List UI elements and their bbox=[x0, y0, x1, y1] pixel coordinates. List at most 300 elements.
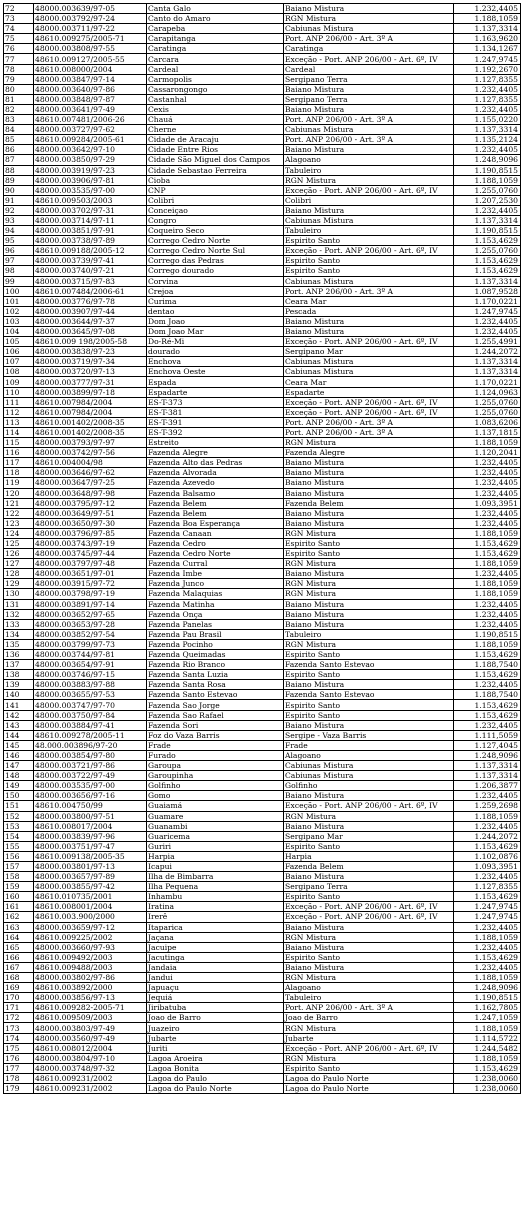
reference-oil-cell: Baiano Mistura bbox=[284, 104, 454, 114]
reference-oil-cell: Pescada bbox=[284, 306, 454, 316]
field-name-cell: Cidade Sebastao Ferreira bbox=[147, 165, 284, 175]
process-number-cell: 48610.003892/2000 bbox=[34, 983, 147, 993]
field-name-cell: Cidade São Miguel dos Campos bbox=[147, 155, 284, 165]
field-name-cell: Jandaia bbox=[147, 962, 284, 972]
table-row bbox=[4, 4, 521, 14]
price-value-cell: 1.093,3951 bbox=[454, 498, 521, 508]
field-name-cell: Juazeiro bbox=[147, 1023, 284, 1033]
field-name-cell: Cexis bbox=[147, 104, 284, 114]
process-number-cell: 48000.003919/97-23 bbox=[34, 165, 147, 175]
price-value-cell: 1.124,0963 bbox=[454, 387, 521, 397]
table-row bbox=[4, 629, 521, 639]
table-row bbox=[4, 1043, 521, 1053]
price-value-cell: 1.232,4405 bbox=[454, 4, 521, 14]
table-row bbox=[4, 165, 521, 175]
reference-oil-cell: Sergipe - Vaza Barris bbox=[284, 730, 454, 740]
fields-table-body bbox=[4, 4, 521, 1094]
row-number-cell: 85 bbox=[4, 135, 34, 145]
process-number-cell: 48000.003804/97-10 bbox=[34, 1053, 147, 1063]
process-number-cell: 48000.003797/97-48 bbox=[34, 559, 147, 569]
row-number-cell: 116 bbox=[4, 448, 34, 458]
price-value-cell: 1.153,4629 bbox=[454, 670, 521, 680]
reference-oil-cell: Sergipano Terra bbox=[284, 94, 454, 104]
price-value-cell: 1.153,4629 bbox=[454, 700, 521, 710]
row-number-cell: 73 bbox=[4, 14, 34, 24]
field-name-cell: Fazenda Santa Rosa bbox=[147, 680, 284, 690]
table-row bbox=[4, 922, 521, 932]
reference-oil-cell: Cabiunas Mistura bbox=[284, 761, 454, 771]
reference-oil-cell: Espirito Santo bbox=[284, 892, 454, 902]
row-number-cell: 138 bbox=[4, 670, 34, 680]
row-number-cell: 80 bbox=[4, 84, 34, 94]
table-row bbox=[4, 599, 521, 609]
row-number-cell: 146 bbox=[4, 750, 34, 760]
table-row bbox=[4, 246, 521, 256]
field-name-cell: Lagoa do Paulo bbox=[147, 1073, 284, 1083]
row-number-cell: 137 bbox=[4, 660, 34, 670]
table-row bbox=[4, 256, 521, 266]
field-name-cell: Guamare bbox=[147, 811, 284, 821]
process-number-cell: 48000.003660/97-93 bbox=[34, 942, 147, 952]
price-value-cell: 1.232,4405 bbox=[454, 488, 521, 498]
reference-oil-cell: Port. ANP 206/00 - Art. 3º A bbox=[284, 34, 454, 44]
process-number-cell: 48000.003883/97-88 bbox=[34, 680, 147, 690]
table-row bbox=[4, 670, 521, 680]
field-name-cell: Espadarte bbox=[147, 387, 284, 397]
process-number-cell: 48000.003792/97-24 bbox=[34, 14, 147, 24]
row-number-cell: 160 bbox=[4, 892, 34, 902]
field-name-cell: Enchova Oeste bbox=[147, 367, 284, 377]
field-name-cell: Fazenda Curral bbox=[147, 559, 284, 569]
row-number-cell: 99 bbox=[4, 276, 34, 286]
process-number-cell: 48000.003721/97-86 bbox=[34, 761, 147, 771]
price-value-cell: 1.137,3314 bbox=[454, 24, 521, 34]
reference-oil-cell: Exceção - Port. ANP 206/00 - Art. 6º, IV bbox=[284, 397, 454, 407]
process-number-cell: 48000.003802/97-86 bbox=[34, 973, 147, 983]
reference-oil-cell: Sergipano Mar bbox=[284, 831, 454, 841]
process-number-cell: 48000.003649/97-51 bbox=[34, 508, 147, 518]
reference-oil-cell: RGN Mistura bbox=[284, 973, 454, 983]
reference-oil-cell: Exceção - Port. ANP 206/00 - Art. 6º, IV bbox=[284, 912, 454, 922]
table-row bbox=[4, 407, 521, 417]
table-row bbox=[4, 306, 521, 316]
process-number-cell: 48000.003748/97-32 bbox=[34, 1063, 147, 1073]
process-number-cell: 48610.009127/2005-55 bbox=[34, 54, 147, 64]
process-number-cell: 48000.003644/97-37 bbox=[34, 316, 147, 326]
price-value-cell: 1.232,4405 bbox=[454, 327, 521, 337]
price-value-cell: 1.188,1059 bbox=[454, 973, 521, 983]
price-value-cell: 1.083,6206 bbox=[454, 417, 521, 427]
table-row bbox=[4, 1023, 521, 1033]
table-row bbox=[4, 983, 521, 993]
price-value-cell: 1.259,2698 bbox=[454, 801, 521, 811]
process-number-cell: 48000.003847/97-14 bbox=[34, 74, 147, 84]
price-value-cell: 1.188,1059 bbox=[454, 589, 521, 599]
table-row bbox=[4, 327, 521, 337]
field-name-cell: Conceiçao bbox=[147, 205, 284, 215]
price-value-cell: 1.248,9096 bbox=[454, 155, 521, 165]
table-row bbox=[4, 811, 521, 821]
table-row bbox=[4, 226, 521, 236]
price-value-cell: 1.232,4405 bbox=[454, 569, 521, 579]
process-number-cell: 48000.003777/97-31 bbox=[34, 377, 147, 387]
price-value-cell: 1.188,1059 bbox=[454, 559, 521, 569]
row-number-cell: 102 bbox=[4, 306, 34, 316]
price-value-cell: 1.232,4405 bbox=[454, 962, 521, 972]
field-name-cell: Fazenda Rio Branco bbox=[147, 660, 284, 670]
reference-oil-cell: Espirito Santo bbox=[284, 236, 454, 246]
field-name-cell: Irerê bbox=[147, 912, 284, 922]
process-number-cell: 48000.003640/97-86 bbox=[34, 84, 147, 94]
table-row bbox=[4, 1003, 521, 1013]
row-number-cell: 148 bbox=[4, 771, 34, 781]
price-value-cell: 1.238,0060 bbox=[454, 1073, 521, 1083]
field-name-cell: Chauá bbox=[147, 115, 284, 125]
reference-oil-cell: Harpia bbox=[284, 851, 454, 861]
process-number-cell: 48000.003641/97-49 bbox=[34, 104, 147, 114]
field-name-cell: Caratinga bbox=[147, 44, 284, 54]
price-value-cell: 1.134,1267 bbox=[454, 44, 521, 54]
process-number-cell: 48000.003744/97-81 bbox=[34, 650, 147, 660]
row-number-cell: 96 bbox=[4, 246, 34, 256]
price-value-cell: 1.232,4405 bbox=[454, 458, 521, 468]
reference-oil-cell: Espirito Santo bbox=[284, 549, 454, 559]
price-value-cell: 1.248,9096 bbox=[454, 750, 521, 760]
reference-oil-cell: Espirito Santo bbox=[284, 670, 454, 680]
price-value-cell: 1.244,5482 bbox=[454, 1043, 521, 1053]
price-value-cell: 1.232,4405 bbox=[454, 680, 521, 690]
price-value-cell: 1.188,1059 bbox=[454, 932, 521, 942]
reference-oil-cell: Fazenda Santo Estevao bbox=[284, 690, 454, 700]
table-row bbox=[4, 367, 521, 377]
row-number-cell: 153 bbox=[4, 821, 34, 831]
process-number-cell: 48000.003795/97-12 bbox=[34, 498, 147, 508]
table-row bbox=[4, 861, 521, 871]
price-value-cell: 1.232,4405 bbox=[454, 205, 521, 215]
price-value-cell: 1.153,4629 bbox=[454, 236, 521, 246]
process-number-cell: 48000.003719/97-34 bbox=[34, 357, 147, 367]
reference-oil-cell: Espirito Santo bbox=[284, 1063, 454, 1073]
process-number-cell: 48610.009188/2005-12 bbox=[34, 246, 147, 256]
field-name-cell: Corrego das Pedras bbox=[147, 256, 284, 266]
table-row bbox=[4, 94, 521, 104]
reference-oil-cell: Jubarte bbox=[284, 1033, 454, 1043]
process-number-cell: 48000.003645/97-08 bbox=[34, 327, 147, 337]
row-number-cell: 177 bbox=[4, 1063, 34, 1073]
reference-oil-cell: Cabiunas Mistura bbox=[284, 357, 454, 367]
field-name-cell: Lagoa do Paulo Norte bbox=[147, 1084, 284, 1094]
field-name-cell: Joao de Barro bbox=[147, 1013, 284, 1023]
reference-oil-cell: Exceção - Port. ANP 206/00 - Art. 6º, IV bbox=[284, 337, 454, 347]
table-row bbox=[4, 205, 521, 215]
table-row bbox=[4, 831, 521, 841]
field-name-cell: Canto do Amaro bbox=[147, 14, 284, 24]
price-value-cell: 1.137,1815 bbox=[454, 427, 521, 437]
reference-oil-cell: Lagoa do Paulo Norte bbox=[284, 1073, 454, 1083]
process-number-cell: 48610.009282-2005-71 bbox=[34, 1003, 147, 1013]
row-number-cell: 114 bbox=[4, 427, 34, 437]
price-value-cell: 1.255,0760 bbox=[454, 407, 521, 417]
reference-oil-cell: Alagoano bbox=[284, 750, 454, 760]
field-name-cell: Jequiá bbox=[147, 993, 284, 1003]
field-name-cell: Fazenda Pocinho bbox=[147, 639, 284, 649]
table-row bbox=[4, 872, 521, 882]
price-value-cell: 1.153,4629 bbox=[454, 538, 521, 548]
table-row bbox=[4, 74, 521, 84]
row-number-cell: 82 bbox=[4, 104, 34, 114]
field-name-cell: Fazenda Cedro bbox=[147, 538, 284, 548]
table-row bbox=[4, 468, 521, 478]
reference-oil-cell: Cabiunas Mistura bbox=[284, 276, 454, 286]
price-value-cell: 1.192,2670 bbox=[454, 64, 521, 74]
field-name-cell: Jiribatuba bbox=[147, 1003, 284, 1013]
reference-oil-cell: RGN Mistura bbox=[284, 932, 454, 942]
reference-oil-cell: Baiano Mistura bbox=[284, 922, 454, 932]
field-name-cell: Fazenda Cedro Norte bbox=[147, 549, 284, 559]
reference-oil-cell: Port. ANP 206/00 - Art. 3º A bbox=[284, 427, 454, 437]
table-row bbox=[4, 801, 521, 811]
table-row bbox=[4, 347, 521, 357]
process-number-cell: 48000.003746/97-15 bbox=[34, 670, 147, 680]
table-row bbox=[4, 195, 521, 205]
row-number-cell: 152 bbox=[4, 811, 34, 821]
reference-oil-cell: Baiano Mistura bbox=[284, 145, 454, 155]
reference-oil-cell: Port. ANP 206/00 - Art. 3º A bbox=[284, 286, 454, 296]
reference-oil-cell: Lagoa do Paulo Norte bbox=[284, 1084, 454, 1094]
row-number-cell: 161 bbox=[4, 902, 34, 912]
reference-oil-cell: Baiano Mistura bbox=[284, 821, 454, 831]
reference-oil-cell: RGN Mistura bbox=[284, 175, 454, 185]
price-value-cell: 1.163,9620 bbox=[454, 34, 521, 44]
row-number-cell: 168 bbox=[4, 973, 34, 983]
process-number-cell: 48000.003851/97-91 bbox=[34, 226, 147, 236]
row-number-cell: 151 bbox=[4, 801, 34, 811]
row-number-cell: 100 bbox=[4, 286, 34, 296]
row-number-cell: 89 bbox=[4, 175, 34, 185]
price-value-cell: 1.244,2072 bbox=[454, 831, 521, 841]
reference-oil-cell: Baiano Mistura bbox=[284, 609, 454, 619]
reference-oil-cell: RGN Mistura bbox=[284, 528, 454, 538]
field-name-cell: Corrego Cedro Norte bbox=[147, 236, 284, 246]
field-name-cell: Cioba bbox=[147, 175, 284, 185]
table-row bbox=[4, 1073, 521, 1083]
process-number-cell: 48610.009225/2002 bbox=[34, 932, 147, 942]
row-number-cell: 156 bbox=[4, 851, 34, 861]
row-number-cell: 172 bbox=[4, 1013, 34, 1023]
table-row bbox=[4, 155, 521, 165]
row-number-cell: 121 bbox=[4, 498, 34, 508]
field-name-cell: Dom Joao Mar bbox=[147, 327, 284, 337]
field-name-cell: Jacuipe bbox=[147, 942, 284, 952]
price-value-cell: 1.232,4405 bbox=[454, 791, 521, 801]
price-value-cell: 1.190,8515 bbox=[454, 629, 521, 639]
price-value-cell: 1.206,3877 bbox=[454, 781, 521, 791]
field-name-cell: Carapeba bbox=[147, 24, 284, 34]
process-number-cell: 48000.003650/97-30 bbox=[34, 518, 147, 528]
process-number-cell: 48610.007481/2006-26 bbox=[34, 115, 147, 125]
row-number-cell: 164 bbox=[4, 932, 34, 942]
table-row bbox=[4, 973, 521, 983]
field-name-cell: Golfinho bbox=[147, 781, 284, 791]
table-row bbox=[4, 357, 521, 367]
table-row bbox=[4, 771, 521, 781]
field-name-cell: Frade bbox=[147, 740, 284, 750]
row-number-cell: 150 bbox=[4, 791, 34, 801]
price-value-cell: 1.247,1059 bbox=[454, 1013, 521, 1023]
price-value-cell: 1.153,4629 bbox=[454, 892, 521, 902]
reference-oil-cell: Ceara Mar bbox=[284, 296, 454, 306]
price-value-cell: 1.153,4629 bbox=[454, 1063, 521, 1073]
process-number-cell: 48.000.003896/97-20 bbox=[34, 740, 147, 750]
process-number-cell: 48000.003657/97-89 bbox=[34, 872, 147, 882]
price-value-cell: 1.153,4629 bbox=[454, 952, 521, 962]
price-value-cell: 1.188,1059 bbox=[454, 528, 521, 538]
table-row bbox=[4, 781, 521, 791]
row-number-cell: 144 bbox=[4, 730, 34, 740]
price-value-cell: 1.137,3314 bbox=[454, 276, 521, 286]
process-number-cell: 48000.003656/97-16 bbox=[34, 791, 147, 801]
price-value-cell: 1.247,9745 bbox=[454, 306, 521, 316]
row-number-cell: 154 bbox=[4, 831, 34, 841]
fields-table bbox=[3, 3, 521, 1094]
reference-oil-cell: Caratinga bbox=[284, 44, 454, 54]
reference-oil-cell: Espirito Santo bbox=[284, 700, 454, 710]
price-value-cell: 1.190,8515 bbox=[454, 993, 521, 1003]
price-value-cell: 1.232,4405 bbox=[454, 145, 521, 155]
row-number-cell: 147 bbox=[4, 761, 34, 771]
reference-oil-cell: Tabuleiro bbox=[284, 993, 454, 1003]
process-number-cell: 48000.003751/97-47 bbox=[34, 841, 147, 851]
field-name-cell: ES-T-381 bbox=[147, 407, 284, 417]
reference-oil-cell: Baiano Mistura bbox=[284, 327, 454, 337]
reference-oil-cell: Sergipano Mar bbox=[284, 347, 454, 357]
price-value-cell: 1.232,4405 bbox=[454, 316, 521, 326]
table-row bbox=[4, 639, 521, 649]
table-row bbox=[4, 44, 521, 54]
reference-oil-cell: Cabiunas Mistura bbox=[284, 215, 454, 225]
price-value-cell: 1.207,2530 bbox=[454, 195, 521, 205]
price-value-cell: 1.255,0760 bbox=[454, 246, 521, 256]
field-name-cell: Canta Galo bbox=[147, 4, 284, 14]
table-row bbox=[4, 125, 521, 135]
field-name-cell: Ilha de Bimbarra bbox=[147, 872, 284, 882]
reference-oil-cell: Port. ANP 206/00 - Art. 3º A bbox=[284, 115, 454, 125]
field-name-cell: Lagoa Bonita bbox=[147, 1063, 284, 1073]
table-row bbox=[4, 478, 521, 488]
table-row bbox=[4, 337, 521, 347]
price-value-cell: 1.232,4405 bbox=[454, 468, 521, 478]
price-value-cell: 1.102,0876 bbox=[454, 851, 521, 861]
reference-oil-cell: Espirito Santo bbox=[284, 538, 454, 548]
price-value-cell: 1.188,7540 bbox=[454, 690, 521, 700]
reference-oil-cell: Frade bbox=[284, 740, 454, 750]
row-number-cell: 90 bbox=[4, 185, 34, 195]
process-number-cell: 48610.010735/2001 bbox=[34, 892, 147, 902]
row-number-cell: 97 bbox=[4, 256, 34, 266]
process-number-cell: 48610.003.900/2000 bbox=[34, 912, 147, 922]
process-number-cell: 48000.003642/97-10 bbox=[34, 145, 147, 155]
field-name-cell: Fazenda Queimadas bbox=[147, 650, 284, 660]
price-value-cell: 1.244,2072 bbox=[454, 347, 521, 357]
table-row bbox=[4, 54, 521, 64]
field-name-cell: Foz do Vaza Barris bbox=[147, 730, 284, 740]
field-name-cell: Gomo bbox=[147, 791, 284, 801]
process-number-cell: 48610.008012/2004 bbox=[34, 1043, 147, 1053]
table-row bbox=[4, 236, 521, 246]
row-number-cell: 176 bbox=[4, 1053, 34, 1063]
price-value-cell: 1.188,1059 bbox=[454, 1023, 521, 1033]
field-name-cell: Fazenda Sori bbox=[147, 720, 284, 730]
process-number-cell: 48000.003722/97-49 bbox=[34, 771, 147, 781]
table-row bbox=[4, 266, 521, 276]
reference-oil-cell: Baiano Mistura bbox=[284, 518, 454, 528]
price-value-cell: 1.232,4405 bbox=[454, 720, 521, 730]
table-row bbox=[4, 851, 521, 861]
reference-oil-cell: Baiano Mistura bbox=[284, 468, 454, 478]
reference-oil-cell: Cabiunas Mistura bbox=[284, 771, 454, 781]
table-row bbox=[4, 1063, 521, 1073]
field-name-cell: ES-T-392 bbox=[147, 427, 284, 437]
row-number-cell: 142 bbox=[4, 710, 34, 720]
process-number-cell: 48000.003651/97-01 bbox=[34, 569, 147, 579]
table-row bbox=[4, 942, 521, 952]
price-value-cell: 1.232,4405 bbox=[454, 619, 521, 629]
table-row bbox=[4, 528, 521, 538]
reference-oil-cell: Baiano Mistura bbox=[284, 599, 454, 609]
price-value-cell: 1.127,8355 bbox=[454, 882, 521, 892]
price-value-cell: 1.188,7540 bbox=[454, 660, 521, 670]
field-name-cell: Fazenda Pau Brasil bbox=[147, 629, 284, 639]
process-number-cell: 48000.003803/97-49 bbox=[34, 1023, 147, 1033]
table-row bbox=[4, 438, 521, 448]
field-name-cell: Corrego dourado bbox=[147, 266, 284, 276]
reference-oil-cell: Joao de Barro bbox=[284, 1013, 454, 1023]
row-number-cell: 118 bbox=[4, 468, 34, 478]
reference-oil-cell: Baiano Mistura bbox=[284, 508, 454, 518]
field-name-cell: Guaiamá bbox=[147, 801, 284, 811]
reference-oil-cell: Baiano Mistura bbox=[284, 619, 454, 629]
reference-oil-cell: Espirito Santo bbox=[284, 952, 454, 962]
field-name-cell: Espada bbox=[147, 377, 284, 387]
field-name-cell: Fazenda Balsamo bbox=[147, 488, 284, 498]
price-value-cell: 1.162,7805 bbox=[454, 1003, 521, 1013]
field-name-cell: Fazenda Alvorada bbox=[147, 468, 284, 478]
field-name-cell: ES-T-391 bbox=[147, 417, 284, 427]
reference-oil-cell: Exceção - Port. ANP 206/00 - Art. 6º, IV bbox=[284, 185, 454, 195]
reference-oil-cell: Golfinho bbox=[284, 781, 454, 791]
price-value-cell: 1.247,9745 bbox=[454, 54, 521, 64]
row-number-cell: 119 bbox=[4, 478, 34, 488]
row-number-cell: 128 bbox=[4, 569, 34, 579]
process-number-cell: 48610.009492/2003 bbox=[34, 952, 147, 962]
row-number-cell: 143 bbox=[4, 720, 34, 730]
process-number-cell: 48610.004004/98 bbox=[34, 458, 147, 468]
price-value-cell: 1.170,0221 bbox=[454, 296, 521, 306]
table-row bbox=[4, 952, 521, 962]
price-value-cell: 1.248,9096 bbox=[454, 983, 521, 993]
field-name-cell: Enchova bbox=[147, 357, 284, 367]
table-row bbox=[4, 690, 521, 700]
field-name-cell: Guriri bbox=[147, 841, 284, 851]
table-row bbox=[4, 750, 521, 760]
table-row bbox=[4, 215, 521, 225]
price-value-cell: 1.137,3314 bbox=[454, 125, 521, 135]
reference-oil-cell: RGN Mistura bbox=[284, 811, 454, 821]
table-row bbox=[4, 104, 521, 114]
reference-oil-cell: Espirito Santo bbox=[284, 710, 454, 720]
process-number-cell: 48000.003654/97-91 bbox=[34, 660, 147, 670]
field-name-cell: Carmopolis bbox=[147, 74, 284, 84]
